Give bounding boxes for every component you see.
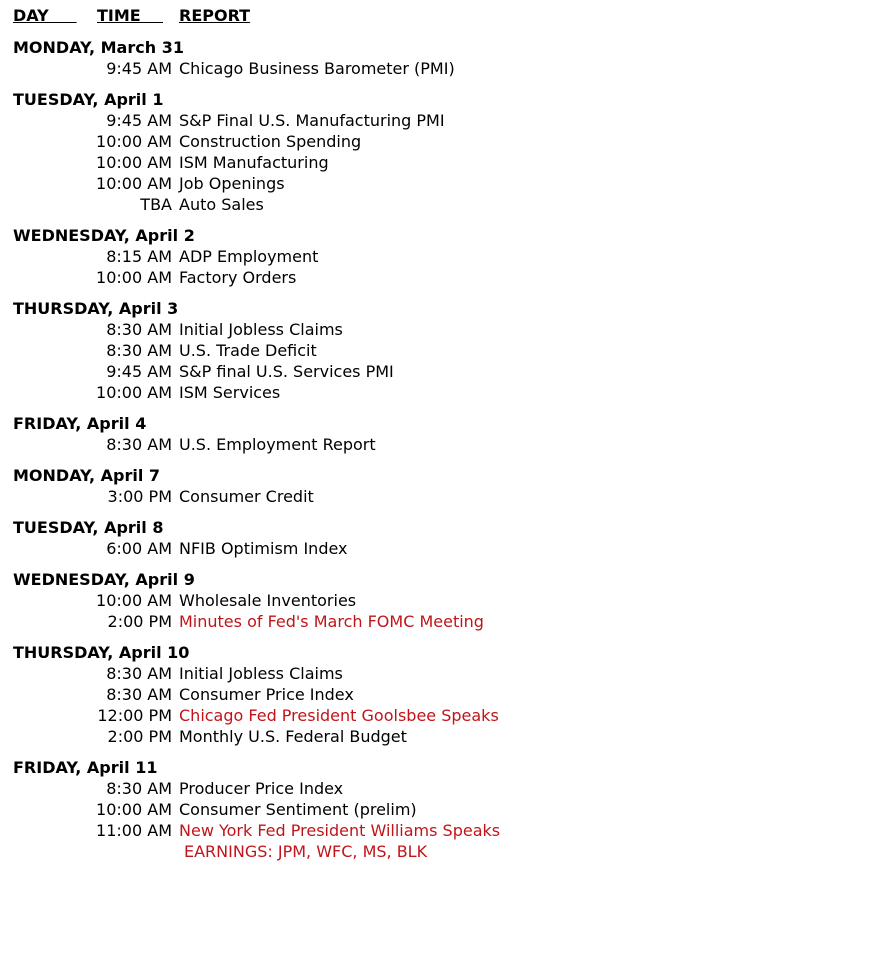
event-time: 8:30 AM xyxy=(106,320,172,339)
event-time: 10:00 AM xyxy=(96,383,172,402)
event-report: Monthly U.S. Federal Budget xyxy=(179,727,407,746)
event-time: 2:00 PM xyxy=(107,727,172,746)
day-heading: FRIDAY, April 4 xyxy=(13,414,147,433)
event-report: NFIB Optimism Index xyxy=(179,539,348,558)
event-report: Consumer Sentiment (prelim) xyxy=(179,800,417,819)
event-row xyxy=(13,538,883,559)
event-row xyxy=(13,611,883,632)
event-row xyxy=(13,173,883,194)
day-heading: FRIDAY, April 11 xyxy=(13,758,158,777)
event-time: 10:00 AM xyxy=(96,132,172,151)
event-row xyxy=(13,340,883,361)
event-time: 10:00 AM xyxy=(96,153,172,172)
event-row xyxy=(13,663,883,684)
event-time: 11:00 AM xyxy=(96,821,172,840)
event-report: U.S. Trade Deficit xyxy=(179,341,317,360)
earnings-row xyxy=(13,841,883,862)
event-time: 8:30 AM xyxy=(106,341,172,360)
event-time: 12:00 PM xyxy=(97,706,172,725)
day-block xyxy=(13,89,883,215)
day-block xyxy=(13,517,883,559)
day-heading: MONDAY, April 7 xyxy=(13,466,161,485)
event-row xyxy=(13,486,883,507)
event-row xyxy=(13,705,883,726)
event-row xyxy=(13,434,883,455)
day-heading: TUESDAY, April 1 xyxy=(13,90,164,109)
event-report-highlighted: Minutes of Fed's March FOMC Meeting xyxy=(179,612,484,631)
event-time: 8:30 AM xyxy=(106,779,172,798)
event-report: Construction Spending xyxy=(179,132,362,151)
event-time: 10:00 AM xyxy=(96,800,172,819)
event-row xyxy=(13,131,883,152)
day-block xyxy=(13,757,883,862)
event-report: S&P Final U.S. Manufacturing PMI xyxy=(179,111,445,130)
event-time: 2:00 PM xyxy=(107,612,172,631)
event-report: Auto Sales xyxy=(179,195,264,214)
event-report: Initial Jobless Claims xyxy=(179,320,343,339)
event-time: 9:45 AM xyxy=(106,362,172,381)
event-row xyxy=(13,778,883,799)
day-heading: TUESDAY, April 8 xyxy=(13,518,164,537)
event-row xyxy=(13,194,883,215)
event-row xyxy=(13,361,883,382)
event-time: 10:00 AM xyxy=(96,268,172,287)
event-report: Producer Price Index xyxy=(179,779,344,798)
event-row xyxy=(13,382,883,403)
event-time: 3:00 PM xyxy=(107,487,172,506)
day-heading: WEDNESDAY, April 2 xyxy=(13,226,195,245)
event-time: TBA xyxy=(140,195,172,214)
day-heading: THURSDAY, April 3 xyxy=(13,299,179,318)
day-heading: MONDAY, March 31 xyxy=(13,38,184,57)
event-report: ISM Services xyxy=(179,383,281,402)
event-report: Wholesale Inventories xyxy=(179,591,357,610)
day-block xyxy=(13,413,883,455)
event-time: 9:45 AM xyxy=(106,59,172,78)
event-report-highlighted: Chicago Fed President Goolsbee Speaks xyxy=(179,706,499,725)
column-header-day: DAY xyxy=(13,6,77,25)
event-row xyxy=(13,684,883,705)
day-block xyxy=(13,225,883,288)
event-row xyxy=(13,726,883,747)
event-row xyxy=(13,590,883,611)
event-report: U.S. Employment Report xyxy=(179,435,376,454)
day-heading: WEDNESDAY, April 9 xyxy=(13,570,195,589)
day-block xyxy=(13,569,883,632)
event-row xyxy=(13,267,883,288)
event-report: S&P final U.S. Services PMI xyxy=(179,362,394,381)
event-row xyxy=(13,110,883,131)
event-row xyxy=(13,820,883,841)
day-block xyxy=(13,465,883,507)
day-block xyxy=(13,298,883,403)
event-time: 8:30 AM xyxy=(106,664,172,683)
event-report: Job Openings xyxy=(179,174,285,193)
event-time: 9:45 AM xyxy=(106,111,172,130)
event-row xyxy=(13,58,883,79)
event-time: 10:00 AM xyxy=(96,174,172,193)
column-header-row xyxy=(13,5,883,27)
event-report-highlighted: New York Fed President Williams Speaks xyxy=(179,821,501,840)
event-report: Factory Orders xyxy=(179,268,297,287)
event-time: 10:00 AM xyxy=(96,591,172,610)
event-row xyxy=(13,152,883,173)
event-row xyxy=(13,246,883,267)
column-header-report: REPORT xyxy=(179,6,251,25)
event-row xyxy=(13,319,883,340)
event-report: Initial Jobless Claims xyxy=(179,664,343,683)
event-report: ADP Employment xyxy=(179,247,319,266)
event-report: Consumer Credit xyxy=(179,487,314,506)
event-time: 8:30 AM xyxy=(106,435,172,454)
day-list xyxy=(13,37,883,862)
day-block xyxy=(13,37,883,79)
event-row xyxy=(13,799,883,820)
event-report: Chicago Business Barometer (PMI) xyxy=(179,59,455,78)
event-report: ISM Manufacturing xyxy=(179,153,329,172)
event-time: 8:30 AM xyxy=(106,685,172,704)
event-report: Consumer Price Index xyxy=(179,685,354,704)
earnings-note: EARNINGS: JPM, WFC, MS, BLK xyxy=(184,842,428,861)
event-time: 6:00 AM xyxy=(106,539,172,558)
column-header-time: TIME xyxy=(97,6,163,25)
day-block xyxy=(13,642,883,747)
day-heading: THURSDAY, April 10 xyxy=(13,643,190,662)
economic-calendar xyxy=(13,5,883,862)
event-time: 8:15 AM xyxy=(106,247,172,266)
